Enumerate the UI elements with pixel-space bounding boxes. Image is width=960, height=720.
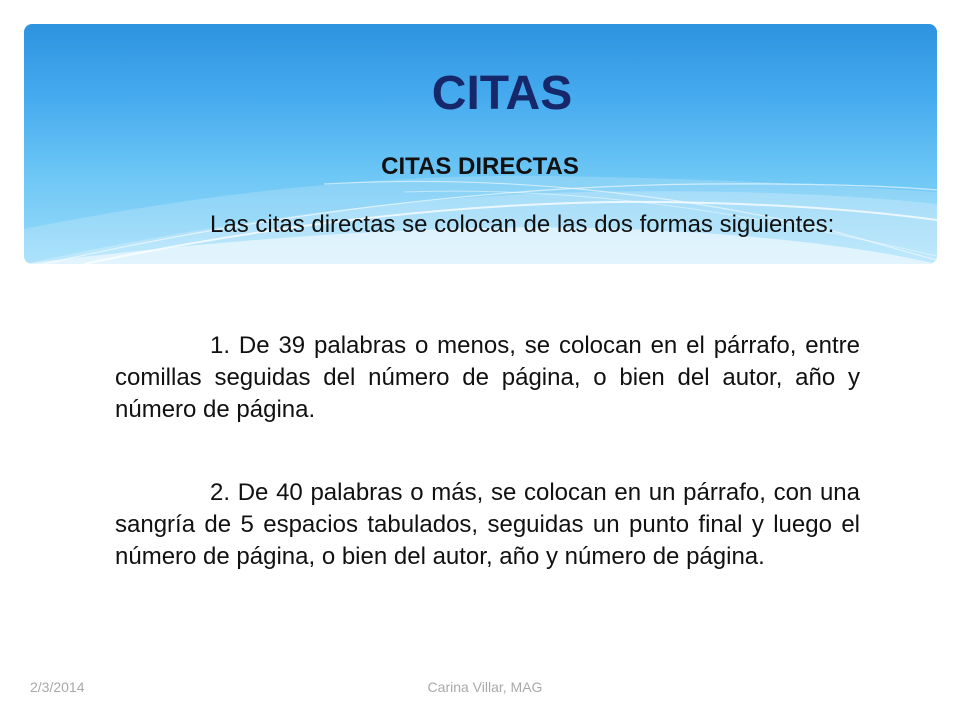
slide-title: CITAS [431, 67, 573, 120]
intro-paragraph: Las citas directas se colocan de las dos formas siguientes: [210, 211, 835, 238]
slide-subtitle: CITAS DIRECTAS [381, 153, 579, 180]
rule-1-paragraph: 1. De 39 palabras o menos, se colocan en el párrafo, entre comillas seguidas del número de página, o bien del autor, año y número de página. [115, 332, 860, 423]
footer-author: Carina Villar, MAG [427, 679, 543, 695]
footer-date: 2/3/2014 [30, 679, 85, 695]
rule-2-paragraph: 2. De 40 palabras o más, se colocan en un párrafo, con una sangría de 5 espacios tabulados, seguidas un punto final y luego el número de página, o bien del autor, año y número de página. [115, 479, 860, 570]
